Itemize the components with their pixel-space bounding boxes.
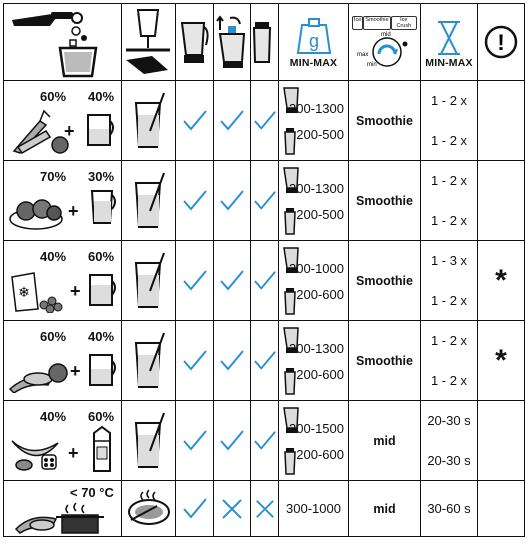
ingredients-cell xyxy=(4,81,122,161)
ingredients-cell xyxy=(4,321,122,401)
time-jug: 1 - 2 x xyxy=(430,93,468,109)
header-tamper xyxy=(214,4,251,81)
check-icon xyxy=(182,429,208,453)
time-cell xyxy=(421,401,478,481)
program-cell: Smoothie xyxy=(349,321,421,401)
dial-program-labels xyxy=(352,16,417,30)
tamper-cross-cell xyxy=(214,481,251,537)
speed-dial-icon xyxy=(353,28,417,74)
glass-on-hand-icon xyxy=(122,6,174,78)
tamper-check-cell xyxy=(214,241,251,321)
ingredients-cell xyxy=(4,241,122,321)
quantity-cell xyxy=(279,321,349,401)
program-cell: mid xyxy=(349,401,421,481)
pct-solid: 70% xyxy=(40,169,67,184)
jug-check-cell xyxy=(176,161,214,241)
cup-check-cell xyxy=(251,81,279,161)
check-icon xyxy=(182,189,208,213)
ingredients-cell xyxy=(4,481,122,537)
table-row xyxy=(4,81,525,161)
ingredients-cell xyxy=(4,401,122,481)
quantity-cup: 200-500 xyxy=(296,127,344,142)
root-vegetables-icon xyxy=(8,353,72,393)
time-cell xyxy=(421,241,478,321)
recipe-table xyxy=(3,3,525,537)
note-cell xyxy=(478,481,525,537)
time-jug: 20-30 s xyxy=(427,413,471,429)
quantity-jug: 300-1000 xyxy=(289,261,344,276)
glass-cell xyxy=(122,81,176,161)
check-icon xyxy=(253,269,277,293)
check-icon xyxy=(253,429,277,453)
note-cell: * xyxy=(478,241,525,321)
check-icon xyxy=(219,189,245,213)
weight-minmax-label: MIN-MAX xyxy=(289,57,338,69)
measuring-jug-icon xyxy=(84,111,116,149)
check-icon xyxy=(182,269,208,293)
plus-sign: + xyxy=(70,361,81,381)
jug-check-cell xyxy=(176,81,214,161)
check-icon xyxy=(182,497,208,521)
program-cell: Smoothie xyxy=(349,241,421,321)
time-cell xyxy=(421,81,478,161)
soup-bowl-icon xyxy=(127,488,171,530)
pct-solid: 60% xyxy=(40,89,67,104)
knife-cutting-icon xyxy=(4,6,116,78)
measuring-jug-icon xyxy=(88,187,118,227)
table-row xyxy=(4,241,525,321)
table-row xyxy=(4,321,525,401)
cup-check-cell xyxy=(251,161,279,241)
glass-cell xyxy=(122,401,176,481)
program-cell: Smoothie xyxy=(349,81,421,161)
small-cup-icon xyxy=(283,206,297,236)
measuring-jug-icon xyxy=(86,351,118,389)
check-icon xyxy=(219,269,245,293)
table-row xyxy=(4,401,525,481)
time-cell xyxy=(421,161,478,241)
quantity-cup: 200-500 xyxy=(296,207,344,222)
plus-sign: + xyxy=(68,443,79,463)
pct-liquid: 60% xyxy=(88,249,115,264)
pct-solid: 60% xyxy=(40,329,67,344)
quantity-cell: 300-1000 xyxy=(279,481,349,537)
quantity-cup: 200-600 xyxy=(296,367,344,382)
jug-check-cell xyxy=(176,321,214,401)
header-small-cup xyxy=(251,4,279,81)
ingredients-cell xyxy=(4,161,122,241)
tamper-check-cell xyxy=(214,81,251,161)
banana-nuts-icon xyxy=(8,429,68,473)
cup-check-cell xyxy=(251,401,279,481)
time-jug: 1 - 3 x xyxy=(430,253,468,269)
check-icon xyxy=(219,349,245,373)
header-info xyxy=(478,4,525,81)
info-glyph: ! xyxy=(497,30,505,55)
weight-glyph: g xyxy=(308,31,319,51)
check-icon xyxy=(253,189,277,213)
header-time xyxy=(421,4,478,81)
note-cell xyxy=(478,161,525,241)
header-ingredients xyxy=(4,4,122,81)
time-cup: 1 - 2 x xyxy=(430,212,468,228)
jug-check-cell xyxy=(176,481,214,537)
milk-carton-icon xyxy=(88,425,116,475)
quantity-cell xyxy=(279,241,349,321)
fruits-icon xyxy=(8,191,68,231)
drink-glass-icon xyxy=(132,411,166,471)
temperature-label: < 70 °C xyxy=(70,485,114,500)
check-icon xyxy=(219,429,245,453)
cross-icon xyxy=(255,498,275,520)
header-row xyxy=(4,4,525,81)
plus-sign: + xyxy=(70,281,81,301)
cup-check-cell xyxy=(251,321,279,401)
tamper-icon xyxy=(214,14,250,70)
jug-check-cell xyxy=(176,241,214,321)
blender-jug-icon xyxy=(176,17,212,67)
dial-mid-label: mid xyxy=(380,32,391,38)
plus-sign: + xyxy=(64,121,75,141)
time-cup: 1 - 2 x xyxy=(430,292,468,308)
glass-cell xyxy=(122,161,176,241)
drink-glass-icon xyxy=(132,91,166,151)
header-serve-glass xyxy=(122,4,176,81)
program-cell: mid xyxy=(349,481,421,537)
vegetables-icon xyxy=(10,107,70,155)
quantity-cell xyxy=(279,161,349,241)
pct-solid: 40% xyxy=(40,249,67,264)
tamper-check-cell xyxy=(214,321,251,401)
quantity-jug: 300-1300 xyxy=(289,181,344,196)
header-program-dial xyxy=(349,4,421,81)
check-icon xyxy=(219,109,245,133)
bowl-cell xyxy=(122,481,176,537)
program-cell: Smoothie xyxy=(349,161,421,241)
small-cup-icon xyxy=(283,286,297,316)
exclamation-icon xyxy=(483,24,519,60)
tamper-check-cell xyxy=(214,401,251,481)
note-cell xyxy=(478,401,525,481)
soup-pot-icon xyxy=(12,499,116,535)
pct-liquid: 40% xyxy=(88,89,115,104)
glass-cell xyxy=(122,321,176,401)
cup-cross-cell xyxy=(251,481,279,537)
check-icon xyxy=(182,109,208,133)
quantity-cup: 200-600 xyxy=(296,447,344,462)
note-cell: * xyxy=(478,321,525,401)
pct-solid: 40% xyxy=(40,409,67,424)
time-jug: 1 - 2 x xyxy=(430,333,468,349)
check-icon xyxy=(253,349,277,373)
pct-liquid: 60% xyxy=(88,409,115,424)
small-cup-icon xyxy=(251,18,273,66)
dial-max-label: max xyxy=(356,52,368,58)
quantity-jug: 300-1300 xyxy=(289,101,344,116)
note-cell xyxy=(478,81,525,161)
time-jug: 1 - 2 x xyxy=(430,173,468,189)
check-icon xyxy=(182,349,208,373)
header-blender-jug xyxy=(176,4,214,81)
small-cup-icon xyxy=(283,126,297,156)
time-cell: 30-60 s xyxy=(421,481,478,537)
cross-icon xyxy=(221,498,243,520)
drink-glass-icon xyxy=(132,171,166,231)
cup-check-cell xyxy=(251,241,279,321)
frozen-berries-icon xyxy=(8,267,72,313)
table-row xyxy=(4,481,525,537)
time-cup: 1 - 2 x xyxy=(430,132,468,148)
time-cell xyxy=(421,321,478,401)
quantity-cup: 200-600 xyxy=(296,287,344,302)
small-cup-icon xyxy=(283,446,297,476)
quantity-jug: 300-1500 xyxy=(289,421,344,436)
check-icon xyxy=(253,109,277,133)
table-row xyxy=(4,161,525,241)
quantity-jug: 300-1300 xyxy=(289,341,344,356)
svg-text:❄: ❄ xyxy=(18,285,30,301)
header-weight xyxy=(279,4,349,81)
pct-liquid: 30% xyxy=(88,169,115,184)
dial-label-smoothie: Smoothie xyxy=(363,16,390,30)
time-minmax-label: MIN-MAX xyxy=(425,57,473,69)
drink-glass-icon xyxy=(132,251,166,311)
jug-check-cell xyxy=(176,401,214,481)
hourglass-icon xyxy=(434,19,464,57)
dial-min-label: min xyxy=(366,62,377,68)
weight-icon xyxy=(294,17,334,57)
time-cup: 1 - 2 x xyxy=(430,372,468,388)
pct-liquid: 40% xyxy=(88,329,115,344)
drink-glass-icon xyxy=(132,331,166,391)
time-cup: 20-30 s xyxy=(427,452,471,468)
plus-sign: + xyxy=(68,201,79,221)
small-cup-icon xyxy=(283,366,297,396)
glass-cell xyxy=(122,241,176,321)
dial-label-ice: Ice xyxy=(352,16,363,30)
quantity-cell xyxy=(279,401,349,481)
measuring-jug-icon xyxy=(86,271,118,309)
quantity-cell xyxy=(279,81,349,161)
tamper-check-cell xyxy=(214,161,251,241)
dial-label-icecrush: Ice Crush xyxy=(391,16,417,30)
